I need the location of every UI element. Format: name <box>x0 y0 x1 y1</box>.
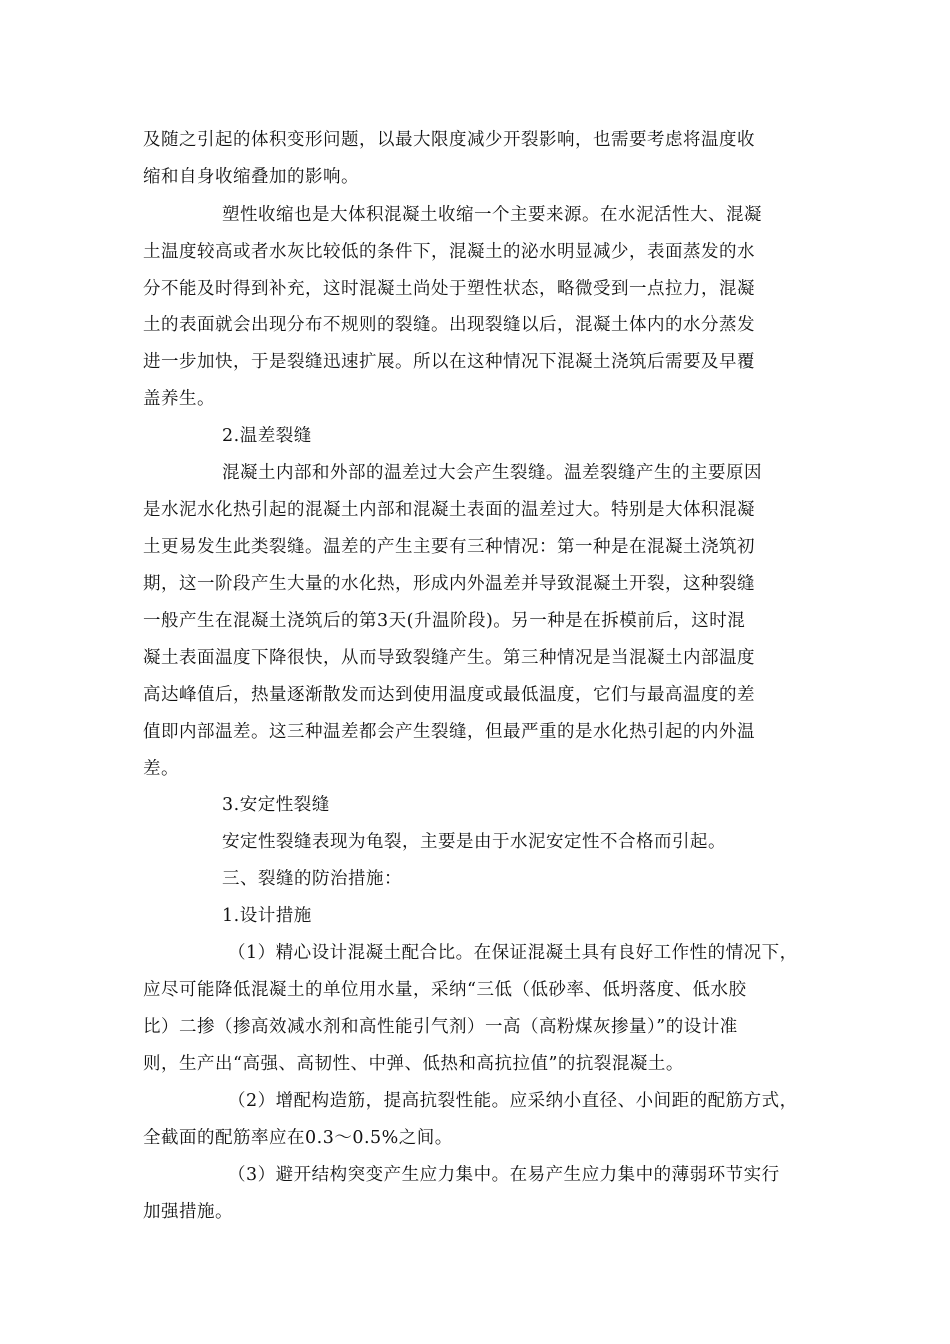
section-heading: 三、裂缝的防治措施： <box>222 869 402 889</box>
text-line: 加强措施。 <box>143 1202 233 1222</box>
text-line: 分不能及时得到补充，这时混凝土尚处于塑性状态，略微受到一点拉力，混凝 <box>143 279 755 299</box>
text-line: 应尽可能降低混凝土的单位用水量，采纳“三低（低砂率、低坍落度、低水胶 <box>143 980 747 1000</box>
text-line: 土更易发生此类裂缝。温差的产生主要有三种情况：第一种是在混凝土浇筑初 <box>143 537 755 557</box>
text-line: 则，生产出“高强、高韧性、中弹、低热和高抗拉值”的抗裂混凝土。 <box>143 1054 684 1074</box>
text-line: 及随之引起的体积变形问题，以最大限度减少开裂影响，也需要考虑将温度收 <box>143 130 755 150</box>
text-line: 安定性裂缝表现为龟裂，主要是由于水泥安定性不合格而引起。 <box>222 832 726 852</box>
text-line: 凝土表面温度下降很快，从而导致裂缝产生。第三种情况是当混凝土内部温度 <box>143 648 755 668</box>
text-line: 是水泥水化热引起的混凝土内部和混凝土表面的温差过大。特别是大体积混凝 <box>143 500 755 520</box>
text-line: 盖养生。 <box>143 389 215 409</box>
text-line: 土温度较高或者水灰比较低的条件下，混凝土的泌水明显减少，表面蒸发的水 <box>143 242 755 262</box>
text-line: 高达峰值后，热量逐渐散发而达到使用温度或最低温度，它们与最高温度的差 <box>143 685 755 705</box>
text-line: 期，这一阶段产生大量的水化热，形成内外温差并导致混凝土开裂，这种裂缝 <box>143 574 755 594</box>
text-line: 值即内部温差。这三种温差都会产生裂缝，但最严重的是水化热引起的内外温 <box>143 722 755 742</box>
text-line: 塑性收缩也是大体积混凝土收缩一个主要来源。在水泥活性大、混凝 <box>222 205 762 225</box>
text-line: 缩和自身收缩叠加的影响。 <box>143 167 359 187</box>
text-line: 全截面的配筋率应在0.3～0.5%之间。 <box>143 1128 453 1148</box>
section-heading: 2.温差裂缝 <box>222 426 312 446</box>
text-line: （3）避开结构突变产生应力集中。在易产生应力集中的薄弱环节实行 <box>228 1165 780 1185</box>
section-heading: 1.设计措施 <box>222 906 312 926</box>
text-line: （1）精心设计混凝土配合比。在保证混凝土具有良好工作性的情况下， <box>228 943 798 963</box>
text-line: 比）二掺（掺高效减水剂和高性能引气剂）一高（高粉煤灰掺量）”的设计准 <box>143 1017 738 1037</box>
text-line: 一般产生在混凝土浇筑后的第3天(升温阶段)。另一种是在拆模前后，这时混 <box>143 611 746 631</box>
text-line: 混凝土内部和外部的温差过大会产生裂缝。温差裂缝产生的主要原因 <box>222 463 762 483</box>
section-heading: 3.安定性裂缝 <box>222 795 330 815</box>
text-line: （2）增配构造筋，提高抗裂性能。应采纳小直径、小间距的配筋方式， <box>228 1091 798 1111</box>
text-line: 差。 <box>143 759 179 779</box>
text-line: 进一步加快，于是裂缝迅速扩展。所以在这种情况下混凝土浇筑后需要及早覆 <box>143 352 755 372</box>
text-line: 土的表面就会出现分布不规则的裂缝。出现裂缝以后，混凝土体内的水分蒸发 <box>143 315 755 335</box>
